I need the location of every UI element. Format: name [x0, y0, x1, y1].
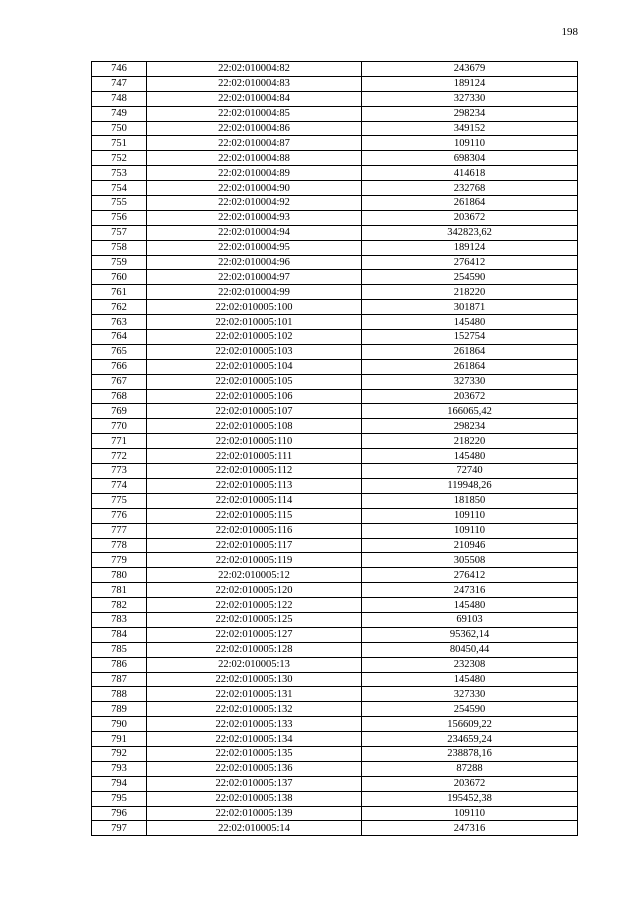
- value-cell: 152754: [362, 330, 578, 345]
- cadastral-number-cell: 22:02:010005:125: [147, 612, 362, 627]
- cadastral-number-cell: 22:02:010005:12: [147, 568, 362, 583]
- cadastral-number-cell: 22:02:010005:102: [147, 330, 362, 345]
- value-cell: 210946: [362, 538, 578, 553]
- table-row: [92, 493, 578, 508]
- row-number-cell: 757: [92, 225, 147, 240]
- value-cell: 261864: [362, 359, 578, 374]
- value-cell: 145480: [362, 672, 578, 687]
- row-number-cell: 763: [92, 315, 147, 330]
- table-row: [92, 330, 578, 345]
- value-cell: 156609,22: [362, 717, 578, 732]
- table-row: [92, 62, 578, 77]
- row-number-cell: 795: [92, 791, 147, 806]
- value-cell: 301871: [362, 300, 578, 315]
- cadastral-number-cell: 22:02:010004:89: [147, 166, 362, 181]
- table-row: [92, 464, 578, 479]
- table-row: [92, 523, 578, 538]
- cadastral-number-cell: 22:02:010004:85: [147, 106, 362, 121]
- table-row: [92, 761, 578, 776]
- table-row: [92, 404, 578, 419]
- cadastral-number-cell: 22:02:010004:84: [147, 91, 362, 106]
- cadastral-number-cell: 22:02:010005:134: [147, 732, 362, 747]
- table-row: [92, 270, 578, 285]
- row-number-cell: 796: [92, 806, 147, 821]
- value-cell: 327330: [362, 374, 578, 389]
- cadastral-number-cell: 22:02:010005:110: [147, 434, 362, 449]
- row-number-cell: 760: [92, 270, 147, 285]
- row-number-cell: 772: [92, 449, 147, 464]
- row-number-cell: 791: [92, 732, 147, 747]
- cadastral-number-cell: 22:02:010005:139: [147, 806, 362, 821]
- row-number-cell: 759: [92, 255, 147, 270]
- row-number-cell: 771: [92, 434, 147, 449]
- table-row: [92, 687, 578, 702]
- cadastral-number-cell: 22:02:010005:111: [147, 449, 362, 464]
- table-row: [92, 434, 578, 449]
- value-cell: 109110: [362, 136, 578, 151]
- table-row: [92, 583, 578, 598]
- table-row: [92, 106, 578, 121]
- row-number-cell: 776: [92, 508, 147, 523]
- table-row: [92, 553, 578, 568]
- cadastral-number-cell: 22:02:010004:93: [147, 210, 362, 225]
- table-row: [92, 419, 578, 434]
- cadastral-number-cell: 22:02:010004:94: [147, 225, 362, 240]
- value-cell: 298234: [362, 106, 578, 121]
- value-cell: 69103: [362, 612, 578, 627]
- table-row: [92, 746, 578, 761]
- row-number-cell: 769: [92, 404, 147, 419]
- row-number-cell: 768: [92, 389, 147, 404]
- row-number-cell: 786: [92, 657, 147, 672]
- value-cell: 72740: [362, 464, 578, 479]
- table-row: [92, 717, 578, 732]
- cadastral-number-cell: 22:02:010005:138: [147, 791, 362, 806]
- cadastral-number-cell: 22:02:010005:135: [147, 746, 362, 761]
- row-number-cell: 780: [92, 568, 147, 583]
- table-row: [92, 806, 578, 821]
- row-number-cell: 784: [92, 627, 147, 642]
- cadastral-number-cell: 22:02:010004:92: [147, 196, 362, 211]
- cadastral-number-cell: 22:02:010005:133: [147, 717, 362, 732]
- value-cell: 254590: [362, 702, 578, 717]
- cadastral-number-cell: 22:02:010005:114: [147, 493, 362, 508]
- row-number-cell: 781: [92, 583, 147, 598]
- row-number-cell: 762: [92, 300, 147, 315]
- table-row: [92, 285, 578, 300]
- table-row: [92, 136, 578, 151]
- cadastral-number-cell: 22:02:010005:101: [147, 315, 362, 330]
- cadastral-number-cell: 22:02:010005:127: [147, 627, 362, 642]
- value-cell: 119948,26: [362, 478, 578, 493]
- row-number-cell: 777: [92, 523, 147, 538]
- value-cell: 189124: [362, 240, 578, 255]
- cadastral-number-cell: 22:02:010004:88: [147, 151, 362, 166]
- cadastral-number-cell: 22:02:010005:119: [147, 553, 362, 568]
- table-row: [92, 76, 578, 91]
- value-cell: 342823,62: [362, 225, 578, 240]
- cadastral-number-cell: 22:02:010004:82: [147, 62, 362, 77]
- row-number-cell: 789: [92, 702, 147, 717]
- value-cell: 298234: [362, 419, 578, 434]
- table-row: [92, 255, 578, 270]
- cadastral-number-cell: 22:02:010005:107: [147, 404, 362, 419]
- cadastral-number-cell: 22:02:010004:83: [147, 76, 362, 91]
- value-cell: 234659,24: [362, 732, 578, 747]
- value-cell: 145480: [362, 449, 578, 464]
- row-number-cell: 774: [92, 478, 147, 493]
- table-row: [92, 359, 578, 374]
- row-number-cell: 785: [92, 642, 147, 657]
- row-number-cell: 778: [92, 538, 147, 553]
- value-cell: 218220: [362, 285, 578, 300]
- table-row: [92, 344, 578, 359]
- table-row: [92, 315, 578, 330]
- table-row: [92, 821, 578, 836]
- table-row: [92, 568, 578, 583]
- row-number-cell: 766: [92, 359, 147, 374]
- cadastral-number-cell: 22:02:010005:113: [147, 478, 362, 493]
- cadastral-number-cell: 22:02:010004:97: [147, 270, 362, 285]
- cadastral-number-cell: 22:02:010005:105: [147, 374, 362, 389]
- table-row: [92, 538, 578, 553]
- cadastral-value-table: [91, 61, 578, 836]
- table-row: [92, 732, 578, 747]
- table-row: [92, 776, 578, 791]
- cadastral-number-cell: 22:02:010005:13: [147, 657, 362, 672]
- row-number-cell: 783: [92, 612, 147, 627]
- cadastral-number-cell: 22:02:010005:112: [147, 464, 362, 479]
- row-number-cell: 758: [92, 240, 147, 255]
- row-number-cell: 775: [92, 493, 147, 508]
- cadastral-number-cell: 22:02:010005:14: [147, 821, 362, 836]
- cadastral-number-cell: 22:02:010005:106: [147, 389, 362, 404]
- value-cell: 261864: [362, 196, 578, 211]
- cadastral-number-cell: 22:02:010004:90: [147, 181, 362, 196]
- value-cell: 189124: [362, 76, 578, 91]
- value-cell: 327330: [362, 91, 578, 106]
- row-number-cell: 747: [92, 76, 147, 91]
- row-number-cell: 749: [92, 106, 147, 121]
- table-row: [92, 121, 578, 136]
- table-row: [92, 657, 578, 672]
- cadastral-number-cell: 22:02:010005:100: [147, 300, 362, 315]
- table-row: [92, 672, 578, 687]
- table-row: [92, 196, 578, 211]
- value-cell: 247316: [362, 583, 578, 598]
- value-cell: 349152: [362, 121, 578, 136]
- value-cell: 95362,14: [362, 627, 578, 642]
- value-cell: 145480: [362, 315, 578, 330]
- table-row: [92, 240, 578, 255]
- row-number-cell: 755: [92, 196, 147, 211]
- table-row: [92, 91, 578, 106]
- value-cell: 203672: [362, 776, 578, 791]
- table-row: [92, 702, 578, 717]
- page-number: 198: [561, 26, 578, 38]
- value-cell: 232308: [362, 657, 578, 672]
- row-number-cell: 754: [92, 181, 147, 196]
- value-cell: 109110: [362, 523, 578, 538]
- value-cell: 243679: [362, 62, 578, 77]
- value-cell: 80450,44: [362, 642, 578, 657]
- row-number-cell: 793: [92, 761, 147, 776]
- row-number-cell: 751: [92, 136, 147, 151]
- value-cell: 698304: [362, 151, 578, 166]
- cadastral-number-cell: 22:02:010004:96: [147, 255, 362, 270]
- table-row: [92, 598, 578, 613]
- row-number-cell: 792: [92, 746, 147, 761]
- table-row: [92, 300, 578, 315]
- value-cell: 109110: [362, 806, 578, 821]
- table-row: [92, 478, 578, 493]
- cadastral-number-cell: 22:02:010005:116: [147, 523, 362, 538]
- value-cell: 238878,16: [362, 746, 578, 761]
- cadastral-number-cell: 22:02:010005:136: [147, 761, 362, 776]
- value-cell: 232768: [362, 181, 578, 196]
- table-row: [92, 449, 578, 464]
- cadastral-number-cell: 22:02:010004:99: [147, 285, 362, 300]
- table-row: [92, 642, 578, 657]
- cadastral-number-cell: 22:02:010004:87: [147, 136, 362, 151]
- row-number-cell: 797: [92, 821, 147, 836]
- row-number-cell: 746: [92, 62, 147, 77]
- cadastral-number-cell: 22:02:010004:86: [147, 121, 362, 136]
- cadastral-number-cell: 22:02:010005:120: [147, 583, 362, 598]
- cadastral-number-cell: 22:02:010005:108: [147, 419, 362, 434]
- table-row: [92, 627, 578, 642]
- value-cell: 305508: [362, 553, 578, 568]
- table-body: [92, 62, 578, 836]
- value-cell: 276412: [362, 255, 578, 270]
- table-row: [92, 508, 578, 523]
- table-row: [92, 166, 578, 181]
- value-cell: 203672: [362, 210, 578, 225]
- value-cell: 109110: [362, 508, 578, 523]
- cadastral-number-cell: 22:02:010005:115: [147, 508, 362, 523]
- cadastral-number-cell: 22:02:010005:117: [147, 538, 362, 553]
- row-number-cell: 765: [92, 344, 147, 359]
- value-cell: 87288: [362, 761, 578, 776]
- table-row: [92, 612, 578, 627]
- row-number-cell: 787: [92, 672, 147, 687]
- table-row: [92, 151, 578, 166]
- row-number-cell: 788: [92, 687, 147, 702]
- row-number-cell: 748: [92, 91, 147, 106]
- row-number-cell: 753: [92, 166, 147, 181]
- table-row: [92, 389, 578, 404]
- value-cell: 327330: [362, 687, 578, 702]
- value-cell: 218220: [362, 434, 578, 449]
- value-cell: 195452,38: [362, 791, 578, 806]
- table-row: [92, 374, 578, 389]
- row-number-cell: 756: [92, 210, 147, 225]
- value-cell: 145480: [362, 598, 578, 613]
- table-row: [92, 210, 578, 225]
- table-row: [92, 791, 578, 806]
- value-cell: 181850: [362, 493, 578, 508]
- row-number-cell: 761: [92, 285, 147, 300]
- row-number-cell: 790: [92, 717, 147, 732]
- row-number-cell: 752: [92, 151, 147, 166]
- cadastral-number-cell: 22:02:010005:103: [147, 344, 362, 359]
- cadastral-number-cell: 22:02:010005:137: [147, 776, 362, 791]
- row-number-cell: 782: [92, 598, 147, 613]
- table-row: [92, 181, 578, 196]
- cadastral-number-cell: 22:02:010005:132: [147, 702, 362, 717]
- row-number-cell: 764: [92, 330, 147, 345]
- value-cell: 261864: [362, 344, 578, 359]
- cadastral-number-cell: 22:02:010005:131: [147, 687, 362, 702]
- value-cell: 203672: [362, 389, 578, 404]
- value-cell: 166065,42: [362, 404, 578, 419]
- table-row: [92, 225, 578, 240]
- cadastral-number-cell: 22:02:010005:130: [147, 672, 362, 687]
- row-number-cell: 779: [92, 553, 147, 568]
- row-number-cell: 767: [92, 374, 147, 389]
- cadastral-number-cell: 22:02:010004:95: [147, 240, 362, 255]
- value-cell: 247316: [362, 821, 578, 836]
- row-number-cell: 794: [92, 776, 147, 791]
- row-number-cell: 750: [92, 121, 147, 136]
- cadastral-number-cell: 22:02:010005:128: [147, 642, 362, 657]
- value-cell: 276412: [362, 568, 578, 583]
- cadastral-number-cell: 22:02:010005:104: [147, 359, 362, 374]
- row-number-cell: 773: [92, 464, 147, 479]
- value-cell: 254590: [362, 270, 578, 285]
- value-cell: 414618: [362, 166, 578, 181]
- row-number-cell: 770: [92, 419, 147, 434]
- cadastral-number-cell: 22:02:010005:122: [147, 598, 362, 613]
